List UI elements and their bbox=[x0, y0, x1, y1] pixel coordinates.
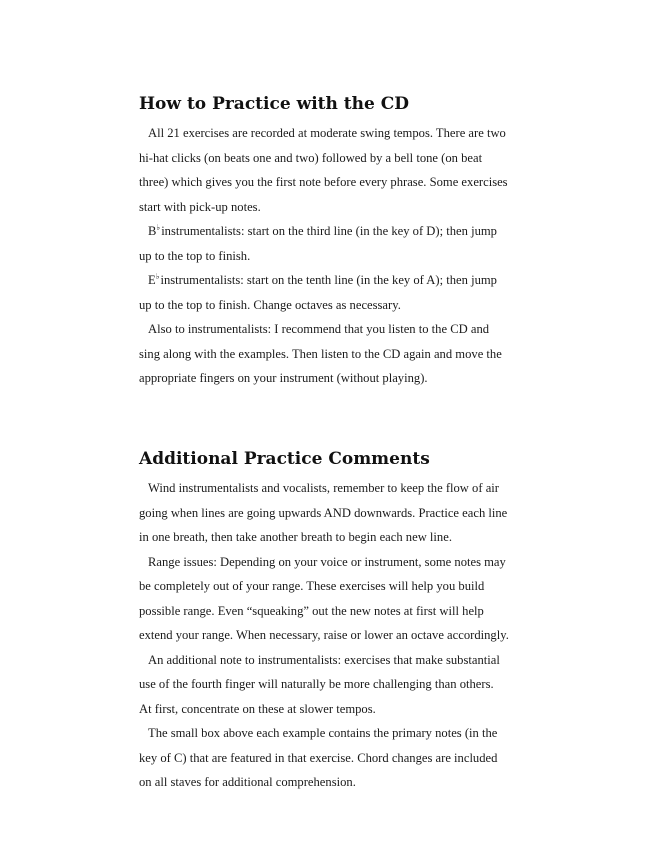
flat-sign: ♭ bbox=[156, 223, 161, 232]
text-line: on all staves for additional comprehension. bbox=[139, 775, 356, 789]
paragraph-exercises-recorded bbox=[139, 121, 519, 219]
note-letter: E bbox=[148, 273, 156, 287]
paragraph-range-issues bbox=[139, 550, 519, 648]
paragraph-e-flat-instrumentalists bbox=[139, 268, 519, 317]
text-line: Range issues: Depending on your voice or instrument, some notes may bbox=[148, 554, 506, 569]
text-line: Wind instrumentalists and vocalists, remember to keep the flow of air bbox=[148, 481, 499, 495]
text-fragment: instrumentalists: start on the third line (in the key of D); then jump bbox=[161, 224, 497, 238]
text-line bbox=[139, 219, 519, 244]
text-line bbox=[139, 268, 519, 293]
text-line: in one breath, then take another breath to begin each new line. bbox=[139, 530, 452, 544]
note-letter: B bbox=[148, 224, 157, 238]
section-additional-comments bbox=[139, 448, 519, 795]
text-line: An additional note to instrumentalists: exercises that make substantial bbox=[148, 652, 500, 667]
section-how-to-practice bbox=[139, 93, 519, 391]
text-fragment: instrumentalists: start on the tenth line (in the key of A); then jump bbox=[160, 273, 497, 287]
section-heading: How to Practice with the CD bbox=[139, 94, 410, 114]
paragraph-wind-instrumentalists bbox=[139, 476, 519, 550]
text-line: Also to instrumentalists: I recommend that you listen to the CD and bbox=[148, 322, 490, 336]
text-line: sing along with the examples. Then listen to the CD again and move the bbox=[139, 346, 502, 361]
text-line: At first, concentrate on these at slower tempos. bbox=[139, 701, 376, 716]
text-line: use of the fourth finger will naturally be more challenging than others. bbox=[139, 677, 494, 691]
text-line: up to the top to finish. bbox=[139, 248, 251, 263]
section-heading: Additional Practice Comments bbox=[139, 449, 430, 469]
text-line: up to the top to finish. Change octaves as necessary. bbox=[139, 297, 401, 312]
paragraph-b-flat-instrumentalists bbox=[139, 219, 519, 268]
text-line: hi-hat clicks (on beats one and two) followed by a bell tone (on beat bbox=[139, 150, 483, 165]
text-line: The small box above each example contains the primary notes (in the bbox=[148, 726, 498, 740]
text-line: extend your range. When necessary, raise or lower an octave accordingly. bbox=[139, 628, 509, 642]
text-line: three) which gives you the first note before every phrase. Some exercises bbox=[139, 175, 508, 189]
paragraph-small-box bbox=[139, 721, 519, 795]
paragraph-also-to-instrumentalists bbox=[139, 317, 519, 391]
text-line: be completely out of your range. These exercises will help you build bbox=[139, 579, 485, 593]
text-line: going when lines are going upwards AND downwards. Practice each line bbox=[139, 505, 508, 520]
flat-sign: ♭ bbox=[155, 272, 160, 281]
paragraph-fourth-finger bbox=[139, 648, 519, 722]
text-line: possible range. Even “squeaking” out the new notes at first will help bbox=[139, 603, 484, 618]
text-line: All 21 exercises are recorded at moderate swing tempos. There are two bbox=[148, 126, 506, 140]
text-line: key of C) that are featured in that exercise. Chord changes are included bbox=[139, 750, 498, 765]
text-line: start with pick-up notes. bbox=[139, 199, 261, 214]
text-line: appropriate fingers on your instrument (without playing). bbox=[139, 371, 428, 385]
